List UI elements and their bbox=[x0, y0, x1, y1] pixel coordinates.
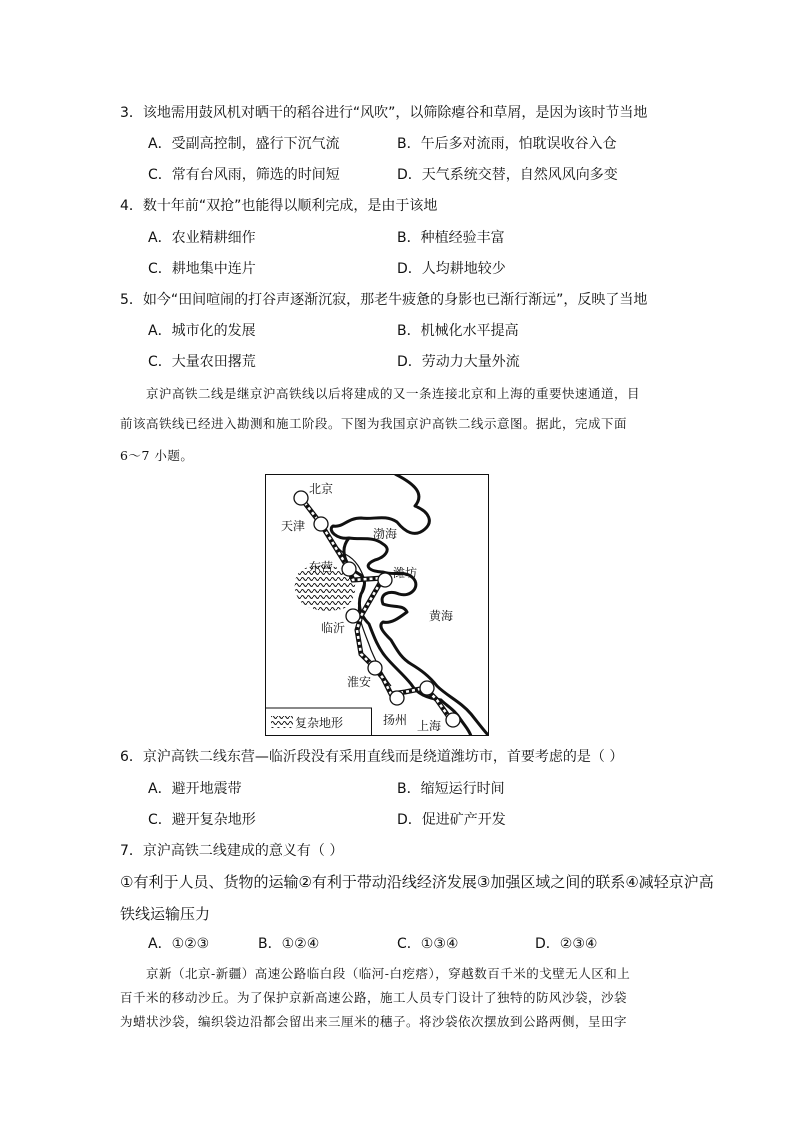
question-5-option-b[interactable]: B．机械化水平提高 bbox=[397, 323, 519, 339]
question-3-option-c[interactable]: C．常有台风雨，筛选的时间短 bbox=[148, 167, 340, 183]
city-label-dongying: 东营 bbox=[309, 560, 334, 574]
question-7-option-c[interactable]: C．①③④ bbox=[397, 936, 459, 952]
sea-label-bohai: 渤海 bbox=[373, 527, 398, 541]
passage-1-line-1: 京沪高铁二线是继京沪高铁线以后将建成的又一条连接北京和上海的重要快速通道，目 bbox=[146, 386, 641, 401]
question-7-option-a[interactable]: A．①②③ bbox=[148, 936, 210, 952]
legend-terrain-swatch bbox=[271, 716, 293, 728]
question-7-option-b[interactable]: B．①②④ bbox=[258, 936, 320, 952]
city-marker-dongying bbox=[342, 562, 356, 576]
question-7-statements-line-2: 铁线运输压力 bbox=[120, 905, 211, 923]
city-marker-huaian bbox=[368, 661, 382, 675]
question-5-stem: 5．如今“田间喧闹的打谷声逐渐沉寂，那老牛疲惫的身影也已渐行渐远”，反映了当地 bbox=[120, 292, 648, 308]
railway-map bbox=[265, 474, 489, 736]
question-4-option-b[interactable]: B．种植经验丰富 bbox=[397, 230, 505, 246]
passage-2-line-3: 为蜡状沙袋，编织袋边沿都会留出来三厘米的穗子。将沙袋依次摆放到公路两侧，呈田字 bbox=[120, 1014, 628, 1029]
question-4-stem: 4．数十年前“双抢”也能得以顺利完成，是由于该地 bbox=[120, 198, 438, 214]
question-4-option-a[interactable]: A．农业精耕细作 bbox=[148, 230, 256, 246]
city-label-shanghai: 上海 bbox=[417, 719, 442, 733]
city-marker-yangzhou bbox=[390, 691, 404, 705]
city-marker-nantong bbox=[420, 681, 434, 695]
question-3-option-b[interactable]: B．午后多对流雨，怕耽误收谷入仓 bbox=[397, 136, 617, 152]
city-label-yangzhou: 扬州 bbox=[383, 713, 408, 727]
question-5-option-c[interactable]: C．大量农田撂荒 bbox=[148, 354, 256, 370]
question-7-statements-line-1: ①有利于人员、货物的运输②有利于带动沿线经济发展③加强区域之间的联系④减轻京沪高 bbox=[120, 873, 714, 891]
city-marker-weifang bbox=[378, 573, 392, 587]
city-label-weifang: 潍坊 bbox=[393, 566, 418, 580]
question-5-option-a[interactable]: A．城市化的发展 bbox=[148, 323, 256, 339]
city-label-huaian: 淮安 bbox=[347, 675, 372, 689]
city-marker-linyi bbox=[346, 609, 360, 623]
question-7-option-d[interactable]: D．②③④ bbox=[535, 936, 598, 952]
legend-label: 复杂地形 bbox=[295, 716, 344, 730]
question-6-option-a[interactable]: A．避开地震带 bbox=[148, 781, 242, 797]
question-4-option-d[interactable]: D．人均耕地较少 bbox=[397, 261, 506, 277]
city-label-tianjin: 天津 bbox=[281, 519, 306, 533]
city-marker-beijing bbox=[294, 491, 308, 505]
passage-2-line-2: 百千米的移动沙丘。为了保护京新高速公路，施工人员专门设计了独特的防风沙袋，沙袋 bbox=[120, 990, 628, 1005]
question-3-option-a[interactable]: A．受副高控制，盛行下沉气流 bbox=[148, 136, 340, 152]
city-marker-tianjin bbox=[314, 517, 328, 531]
city-label-beijing: 北京 bbox=[309, 482, 334, 496]
question-3-stem: 3．该地需用鼓风机对晒干的稻谷进行“风吹”，以筛除瘪谷和草屑，是因为该时节当地 bbox=[120, 105, 648, 121]
question-6-stem: 6．京沪高铁二线东营—临沂段没有采用直线而是绕道潍坊市，首要考虑的是（ ） bbox=[120, 749, 624, 765]
passage-1-line-3: 6～7 小题。 bbox=[120, 448, 194, 463]
map-frame bbox=[266, 475, 489, 736]
city-label-linyi: 临沂 bbox=[321, 621, 346, 635]
question-5-option-d[interactable]: D．劳动力大量外流 bbox=[397, 354, 520, 370]
question-6-option-b[interactable]: B．缩短运行时间 bbox=[397, 781, 505, 797]
question-7-stem: 7．京沪高铁二线建成的意义有（ ） bbox=[120, 843, 344, 859]
city-marker-shanghai bbox=[446, 713, 460, 727]
question-6-option-d[interactable]: D．促进矿产开发 bbox=[397, 812, 506, 828]
passage-2-line-1: 京新（北京-新疆）高速公路临白段（临河-白疙瘩），穿越数百千米的戈壁无人区和上 bbox=[146, 966, 631, 981]
question-6-option-c[interactable]: C．避开复杂地形 bbox=[148, 812, 256, 828]
question-3-option-d[interactable]: D．天气系统交替，自然风风向多变 bbox=[397, 167, 618, 183]
passage-1-line-2: 前该高铁线已经进入勘测和施工阶段。下图为我国京沪高铁二线示意图。据此，完成下面 bbox=[120, 416, 628, 431]
question-4-option-c[interactable]: C．耕地集中连片 bbox=[148, 261, 256, 277]
sea-label-huanghai: 黄海 bbox=[429, 609, 454, 623]
